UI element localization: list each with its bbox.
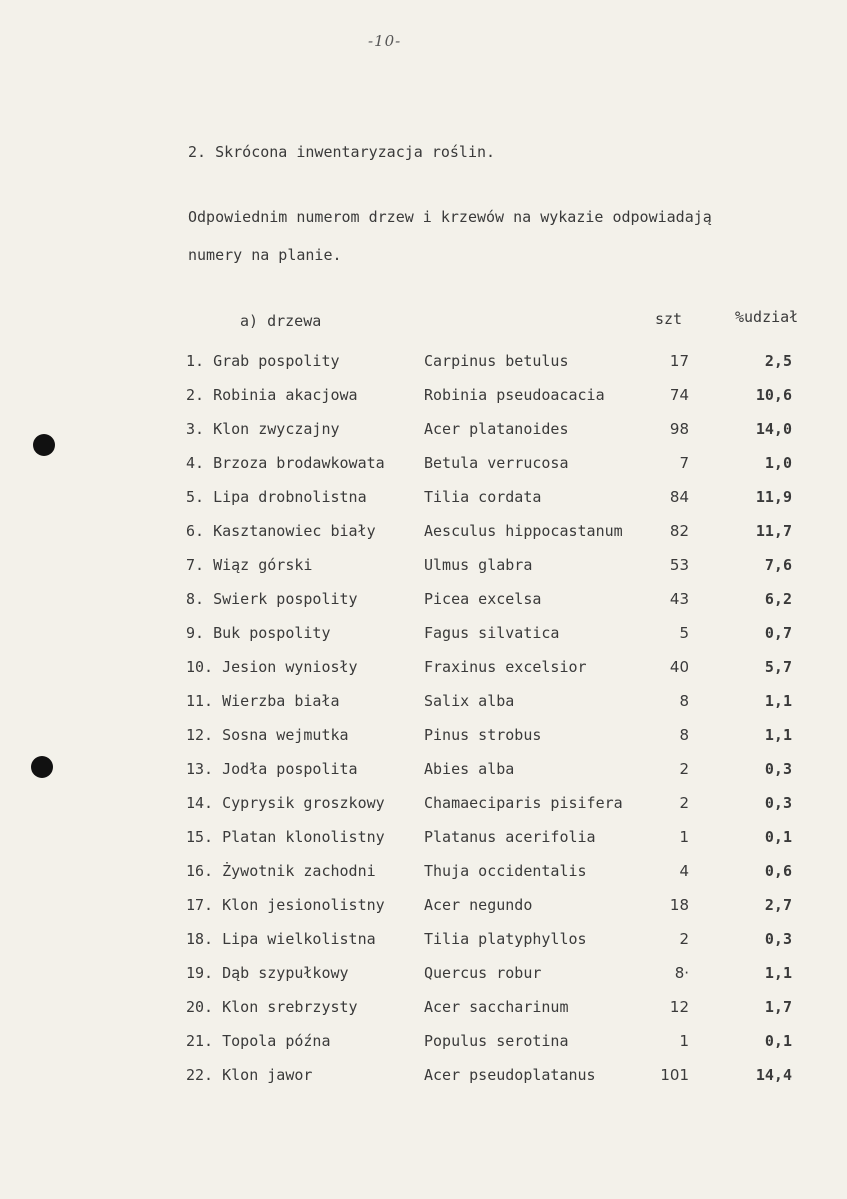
polish-name: 10. Jesion wyniosły [186,658,358,676]
latin-name: Quercus robur [424,964,542,982]
table-row [0,454,847,484]
latin-name: Betula verrucosa [424,454,569,472]
table-row [0,726,847,756]
latin-name: Thuja occidentalis [424,862,587,880]
polish-name: 21. Topola późna [186,1032,331,1050]
tree-count: 17 [669,352,689,370]
tree-count: 7 [679,454,689,472]
latin-name: Acer platanoides [424,420,569,438]
intro-line-2: numery na planie. [188,246,342,264]
latin-name: Platanus acerifolia [424,828,596,846]
latin-name: Acer pseudoplatanus [424,1066,596,1084]
tree-count: 82 [669,522,689,540]
table-row [0,862,847,892]
tree-count: 4 [679,862,689,880]
table-row [0,896,847,926]
tree-count: 8 [679,726,689,744]
latin-name: Chamaeciparis pisifera [424,794,623,812]
percent-share: 1,1 [764,726,792,744]
table-row [0,590,847,620]
tree-count: 2 [679,794,689,812]
polish-name: 8. Swierk pospolity [186,590,358,608]
table-row [0,522,847,552]
percent-share: 0,7 [764,624,792,642]
percent-share: 0,1 [764,828,792,846]
percent-share: 1,1 [764,692,792,710]
latin-name: Fagus silvatica [424,624,560,642]
tree-count: 18 [669,896,689,914]
percent-share: 7,6 [764,556,792,574]
polish-name: 16. Żywotnik zachodni [186,862,376,880]
percent-share: 2,7 [764,896,792,914]
polish-name: 13. Jodła pospolita [186,760,358,778]
tree-count: 8· [674,964,689,982]
table-row [0,930,847,960]
polish-name: 20. Klon srebrzysty [186,998,358,1016]
tree-count: 8 [679,692,689,710]
latin-name: Carpinus betulus [424,352,569,370]
column-header-count: szt [655,310,683,328]
polish-name: 11. Wierzba biała [186,692,340,710]
tree-count: 53 [669,556,689,574]
polish-name: 19. Dąb szypułkowy [186,964,349,982]
latin-name: Acer saccharinum [424,998,569,1016]
percent-share: 0,3 [764,930,792,948]
percent-share: 11,9 [755,488,792,506]
table-row [0,624,847,654]
polish-name: 22. Klon jawor [186,1066,313,1084]
tree-count: 101 [660,1066,689,1084]
tree-count: 5 [679,624,689,642]
table-row [0,1066,847,1096]
percent-share: 5,7 [764,658,792,676]
percent-share: 14,0 [755,420,792,438]
table-row [0,828,847,858]
tree-count: 98 [669,420,689,438]
intro-line-1: Odpowiednim numerom drzew i krzewów na wykazie odpowiadają [188,208,712,226]
polish-name: 18. Lipa wielkolistna [186,930,376,948]
section-heading: 2. Skrócona inwentaryzacja roślin. [188,143,496,161]
tree-count: 43 [669,590,689,608]
tree-count: 1 [679,828,689,846]
latin-name: Robinia pseudoacacia [424,386,605,404]
latin-name: Aesculus hippocastanum [424,522,623,540]
percent-share: 6,2 [764,590,792,608]
polish-name: 3. Klon zwyczajny [186,420,340,438]
table-row [0,794,847,824]
tree-count: 2 [679,760,689,778]
polish-name: 1. Grab pospolity [186,352,340,370]
polish-name: 17. Klon jesionolistny [186,896,385,914]
latin-name: Acer negundo [424,896,533,914]
percent-share: 1,0 [764,454,792,472]
percent-share: 0,1 [764,1032,792,1050]
polish-name: 14. Cyprysik groszkowy [186,794,385,812]
latin-name: Picea excelsa [424,590,542,608]
latin-name: Tilia cordata [424,488,542,506]
latin-name: Tilia platyphyllos [424,930,587,948]
tree-count: 1 [679,1032,689,1050]
table-row [0,386,847,416]
polish-name: 7. Wiąz górski [186,556,313,574]
latin-name: Populus serotina [424,1032,569,1050]
polish-name: 9. Buk pospolity [186,624,331,642]
latin-name: Abies alba [424,760,515,778]
percent-share: 11,7 [755,522,792,540]
tree-count: 2 [679,930,689,948]
percent-share: 1,1 [764,964,792,982]
table-row [0,760,847,790]
tree-count: 84 [669,488,689,506]
table-row [0,352,847,382]
table-row [0,964,847,994]
table-row [0,1032,847,1062]
percent-share: 2,5 [764,352,792,370]
polish-name: 15. Platan klonolistny [186,828,385,846]
table-row [0,692,847,722]
percent-share: 10,6 [755,386,792,404]
polish-name: 5. Lipa drobnolistna [186,488,367,506]
percent-share: 0,3 [764,794,792,812]
tree-count: 12 [669,998,689,1016]
polish-name: 6. Kasztanowiec biały [186,522,376,540]
table-row [0,658,847,688]
polish-name: 12. Sosna wejmutka [186,726,349,744]
polish-name: 2. Robinia akacjowa [186,386,358,404]
latin-name: Pinus strobus [424,726,542,744]
column-header-percent: %udział [735,308,799,326]
table-row [0,998,847,1028]
percent-share: 1,7 [764,998,792,1016]
polish-name: 4. Brzoza brodawkowata [186,454,385,472]
percent-share: 0,6 [764,862,792,880]
latin-name: Fraxinus excelsior [424,658,587,676]
table-row [0,420,847,450]
page-number: -10- [368,32,402,50]
subsection-label: a) drzewa [240,312,322,330]
table-row [0,488,847,518]
percent-share: 14,4 [755,1066,792,1084]
tree-count: 40 [669,658,689,676]
tree-count: 74 [669,386,689,404]
latin-name: Ulmus glabra [424,556,533,574]
latin-name: Salix alba [424,692,515,710]
percent-share: 0,3 [764,760,792,778]
table-row [0,556,847,586]
